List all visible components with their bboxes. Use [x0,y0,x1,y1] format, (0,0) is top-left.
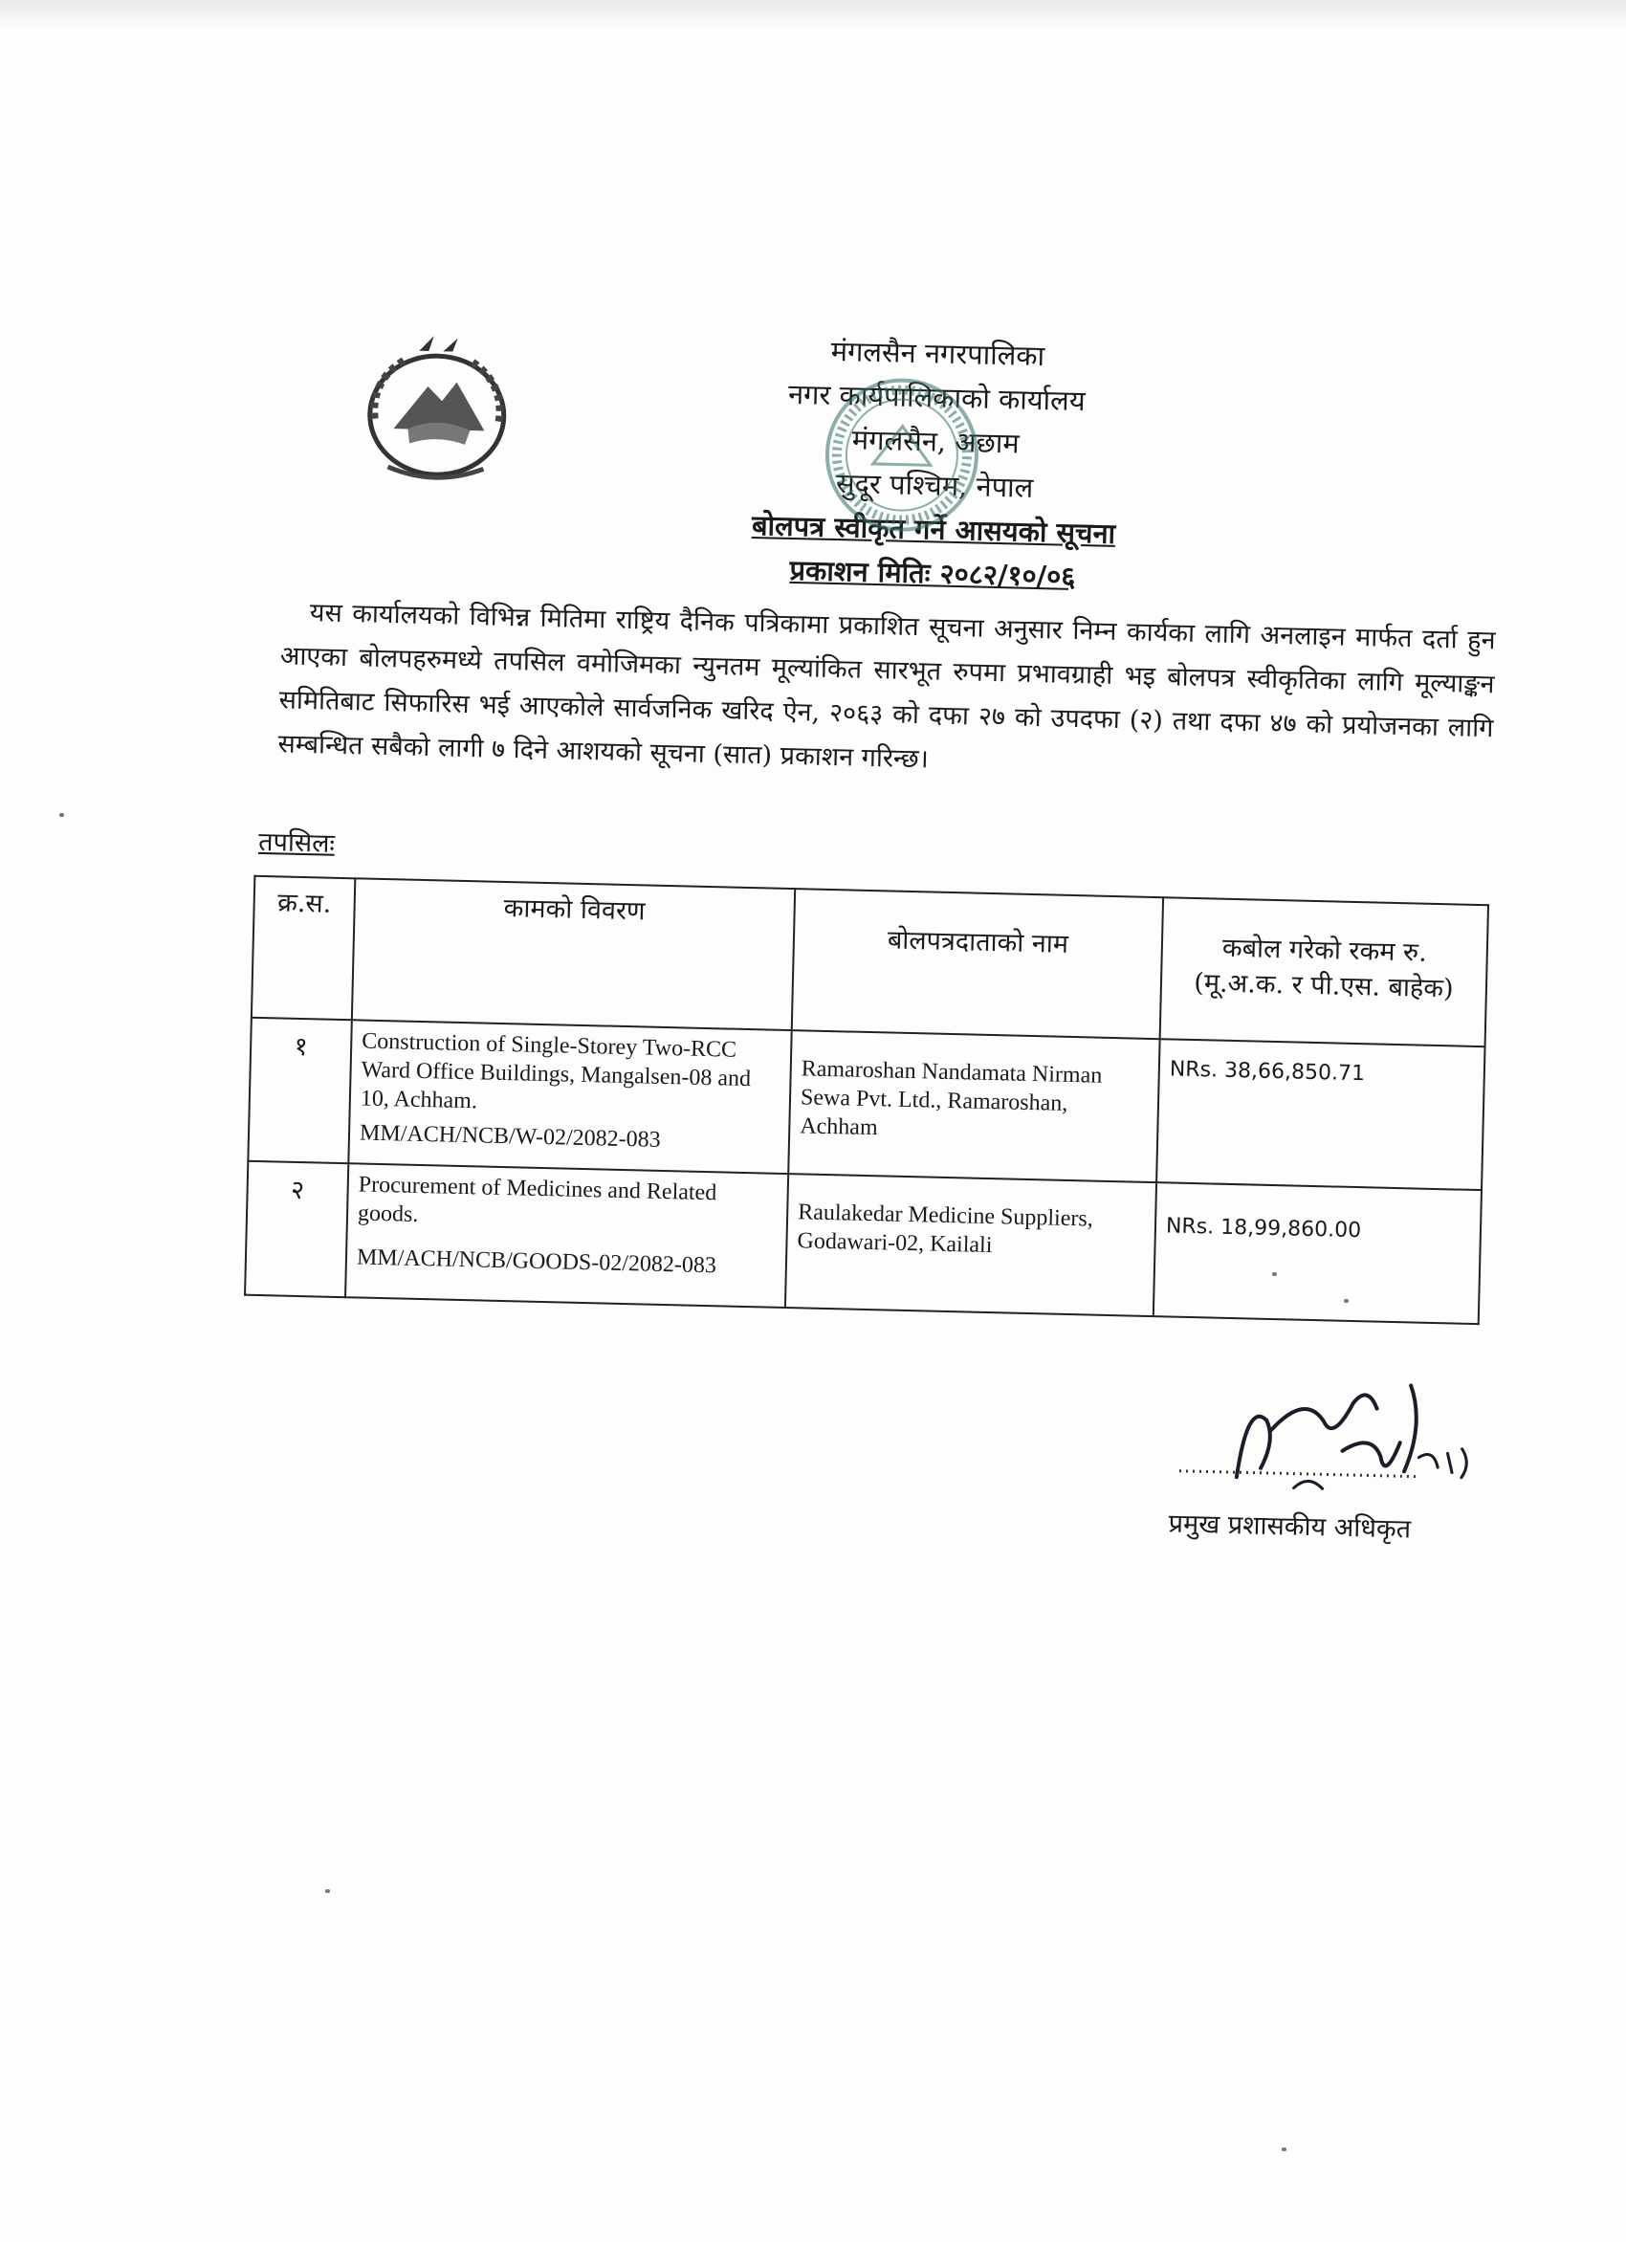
tender-reference-number: MM/ACH/NCB/W-02/2082-083 [359,1120,661,1153]
header-quoted-amount [1160,897,1488,1046]
table-row [245,1161,1482,1324]
scan-speck [59,813,64,817]
tender-reference-number: MM/ACH/NCB/GOODS-02/2082-083 [356,1244,717,1279]
signatory-title: प्रमुख प्रशासकीय अधिकृत [1168,1508,1412,1545]
header-amount-label: कबोल गरेको रकम रु. [1221,933,1428,968]
work-description-text: Procurement of Medicines and Related goods. [357,1172,717,1227]
notice-title: बोलपत्र स्वीकृत गर्ने आसयको सूचना [751,508,1116,550]
table-row [248,1018,1484,1190]
row-work-description [348,1020,791,1174]
row-serial-number: १ [248,1018,352,1163]
row-bidder-name: Raulakedar Medicine Suppliers, Godawari-02, Kailali [785,1174,1156,1316]
nepal-emblem-logo [349,332,525,494]
row-bidder-name: Ramaroshan Nandamata Nirman Sewa Pvt. Ltd., Ramaroshan, Achham [788,1030,1159,1182]
office-location: मंगलसैन, अछाम [851,423,1021,460]
row-work-description [345,1163,788,1308]
row-serial-number: २ [245,1161,348,1297]
scan-speck [1344,1299,1349,1303]
work-description-text: Construction of Single-Storey Two-RCC Ward Office Buildings, Mangalsen-08 and 10, Achham. [360,1028,752,1114]
header-serial-number: क्र.स. [252,876,355,1020]
bid-acceptance-table [244,875,1489,1325]
province-country: सुदूर पश्चिम, नेपाल [835,467,1034,504]
scan-speck [1272,1272,1277,1276]
header-amount-note: (मू.अ.क. र पी.एस. बाहेक) [1194,967,1454,1004]
details-label: तपसिलः [257,826,336,859]
row-quoted-amount: NRs. 18,99,860.00 [1154,1182,1482,1324]
notice-body-paragraph: यस कार्यालयको विभिन्न मितिमा राष्ट्रिय दैनिक पत्रिकामा प्रकाशित सूचना अनुसार निम्न कार्यका लागि अनलाइन मार्फत दर्ता हुन आएका बोलपहरुमध्ये तपसिल वमोजिमका न्युनतम मूल्यांकित सारभूत रुपमा प्रभावग्राही भइ बोलपत्र स्वीकृतिका लागि मूल्याङ्कन समितिबाट सिफारिस भई आएकोले सार्वजनिक खरिद ऐन, २०६३ को दफा २७ को उपदफा (२) तथा दफा ४७ को प्रयोजनका लागि सम्बन्धित सबैको लागी ७ दिने आशयको सूचना (सात) प्रकाशन गरिन्छ। [277,598,1496,775]
publish-date: प्रकाशन मितिः २०८२/१०/०६ [789,553,1076,593]
office-seal-stamp [819,372,985,539]
office-name: नगर कार्यपालिकाको कार्यालय [787,377,1087,418]
header-bidder-name: बोलपत्रदाताको नाम [792,889,1163,1039]
row-quoted-amount: NRs. 38,66,850.71 [1156,1039,1484,1190]
scan-speck [1282,2147,1286,2151]
header-work-description: कामको विवरण [352,878,795,1030]
municipality-name: मंगलसैन नगरपालिका [830,334,1045,373]
handwritten-signature [1178,1361,1498,1522]
scan-speck [325,1889,330,1893]
